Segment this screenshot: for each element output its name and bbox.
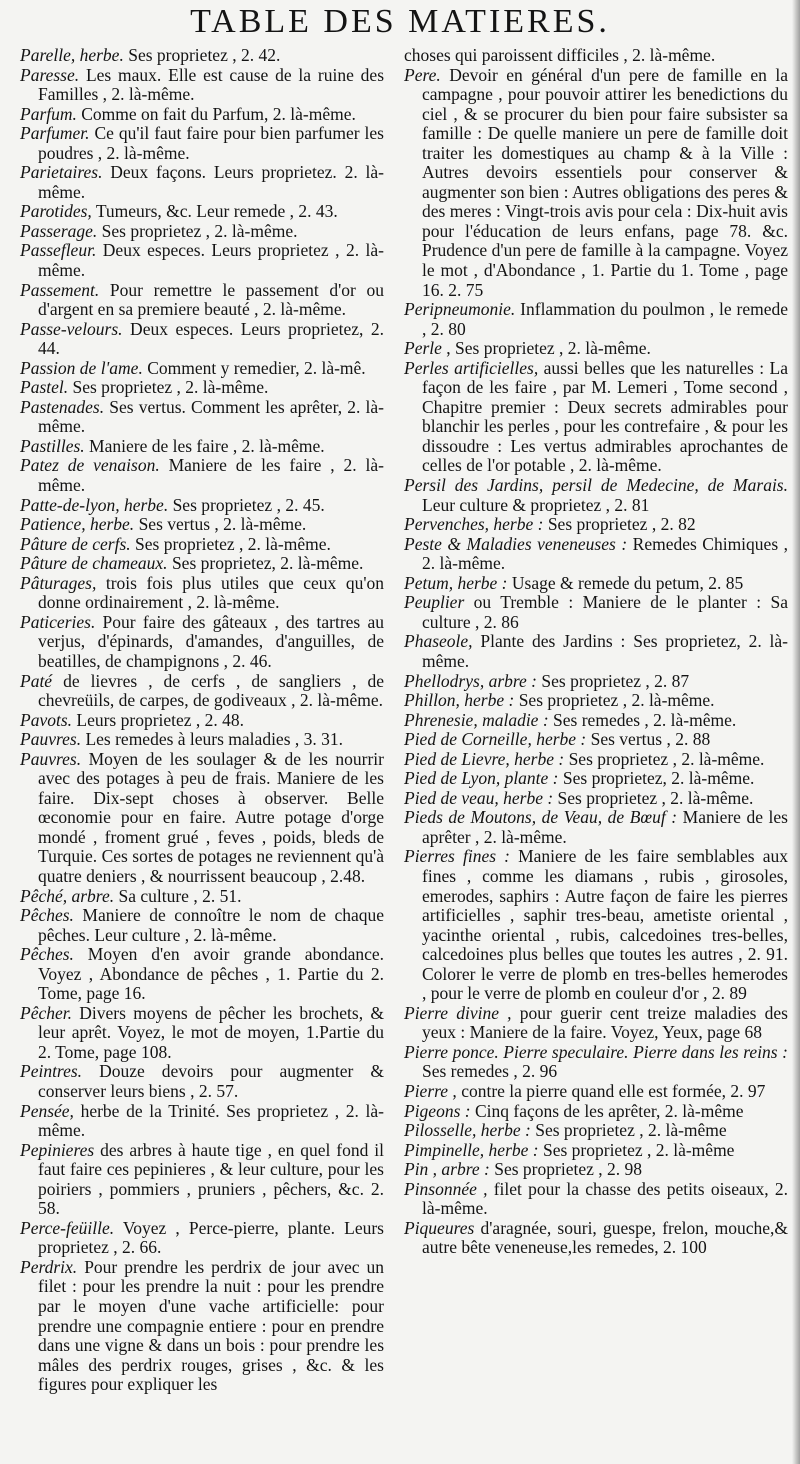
entry-term: Pâture de chameaux. [20, 553, 168, 574]
entry-text: Ce qu'il faut faire pour bien parfumer les poudres , 2. là-même. [38, 123, 384, 163]
entry-text: Deux especes. Leurs proprietez , 2. là-même. [38, 240, 384, 281]
entry-text: Ses proprietez , 2. là-même [538, 1139, 735, 1160]
index-entry [404, 1180, 788, 1219]
entry-term: Piqueures [404, 1217, 475, 1238]
entry-text: ou Tremble : Maniere de le planter : Sa culture , 2. 86 [422, 592, 788, 632]
entry-text: Voyez , Perce-pierre, plante. Leurs proprietez , 2. 66. [38, 1217, 384, 1258]
index-entry [20, 711, 384, 731]
entry-text: Inflammation du poulmon , le remede , 2. 80 [422, 299, 788, 339]
entry-text: aussi belles que les naturelles : La façon de les faire , par M. Lemeri , Tome second , Chapitre premier : Deux secrets admirables pour blanchir les perles , pour les contrefaire , & pour les dissoudre : Les vertus admirables aprochantes de celles de l'or potable , 2. là-même. [422, 357, 789, 476]
entry-text: Les remedes à leurs maladies , 3. 31. [81, 729, 344, 750]
entry-text: des arbres à haute tige , en quel fond il faut faire ces pepinieres , & leur culture, pour les poiriers , pommiers , pruniers , pêchers, &c. 2. 58. [38, 1139, 384, 1219]
entry-term: Pere. [404, 64, 441, 85]
index-entry [404, 1043, 788, 1082]
entry-text: Divers moyens de pêcher les brochets, & leur aprêt. Voyez, le mot de moyen, 1.Partie du 2. Tome, page 108. [38, 1002, 384, 1062]
entry-text: Moyen d'en avoir grande abondance. Voyez , Abondance de pêches , 1. Partie du 2. Tome, page 16. [38, 944, 384, 1004]
entry-term: Pied de Corneille, herbe : [404, 729, 587, 750]
index-entry [20, 672, 384, 711]
page-edge-shadow [792, 0, 800, 1464]
index-entry [404, 1160, 788, 1180]
entry-text: Maniere de les aprêter , 2. là-même. [422, 807, 788, 847]
entry-term: Phellodrys, arbre : [404, 670, 538, 691]
entry-term: Persil des Jardins, persil de Medecine, de Marais. [404, 475, 788, 496]
entry-term: Pâture de cerfs. [20, 533, 131, 554]
index-entry [20, 437, 384, 457]
entry-text: Devoir en général d'un pere de famille en la campagne , pour pouvoir attirer les benedictions du ciel , & se procurer du bien pour faire subsister sa famille : De quelle maniere un pere de famille doit traiter les domestiques au champ & à la Ville : Autres devoirs essentiels pour conserver & augmenter son bien : Autres obligations des peres & des meres : Vingt-trois avis pour cela : Dix-huit avis pour l'éducation de leurs enfans, page 78. &c. Prudence d'un pere de famille à la campagne. Voyez le mot , d'Abondance , 1. Partie du 1. Tome , page 16. 2. 75 [422, 64, 788, 300]
entry-term: Pierres fines : [404, 846, 510, 867]
index-entry [20, 398, 384, 437]
entry-term: Pigeons : [404, 1100, 471, 1121]
index-entry [20, 515, 384, 535]
entry-text: Ses proprietez , 2. là-même. [68, 377, 269, 398]
entry-text: Ses proprietez , 2. 42. [123, 45, 281, 65]
index-entry [20, 378, 384, 398]
entry-text: d'aragnée, souri, guespe, frelon, mouche,& autre bête veneneuse,les remedes, 2. 100 [422, 1217, 788, 1258]
entry-text: Deux especes. Leurs proprietez, 2. 44. [38, 318, 384, 359]
entry-text: Moyen de les soulager & de les nourrir avec des potages à peu de frais. Maniere de les faire. Dix-sept choses à observer. Belle œconomie pour en faire. Autre potage d'orge mondé , froment grué , feves , poids, bleds de Turquie. Ces sortes de potages ne reviennent qu'à quatre deniers , & nourrissent beaucoup , 2.48. [38, 748, 384, 886]
index-entry [404, 691, 788, 711]
index-entry [20, 1258, 384, 1395]
entry-text: Ses proprietez , 2. 82 [543, 514, 696, 535]
index-entry [20, 887, 384, 907]
index-entry [404, 1082, 788, 1102]
entry-text: Ses proprietez , 2. 45. [168, 494, 325, 515]
entry-term: Petum, herbe : [404, 572, 508, 593]
entry-term: Patience, herbe. [20, 514, 135, 535]
entry-term: Paresse. [20, 64, 80, 85]
entry-term: Pied de Lyon, plante : [404, 768, 559, 789]
entry-term: Peste & Maladies veneneuses : [404, 533, 628, 554]
index-entry [404, 593, 788, 632]
index-entry [20, 359, 384, 379]
entry-term: Pâturages, [20, 572, 97, 593]
index-entry [404, 300, 788, 339]
entry-text: Maniere de connoître le nom de chaque pêches. Leur culture , 2. là-même. [38, 905, 384, 945]
entry-text: , Ses proprietez , 2. là-même. [441, 338, 651, 359]
index-entry [404, 476, 788, 515]
entry-term: Pêché, arbre. [20, 885, 115, 906]
entry-text: Ses proprietez , 2. là-même. [514, 690, 715, 711]
entry-text: Leurs proprietez , 2. 48. [72, 709, 245, 730]
entry-text: Comment y remedier, 2. là-mê. [142, 357, 366, 378]
entry-text: Remedes Chimiques , 2. là-même. [422, 533, 788, 574]
entry-term: Pierre , [404, 1080, 457, 1101]
entry-term: Peuplier [404, 592, 465, 613]
entry-text: Ses proprietez, 2. là-même. [558, 768, 755, 789]
entry-term: Pastilles. [20, 435, 85, 456]
index-entry [20, 163, 384, 202]
index-entry [20, 222, 384, 242]
index-entry [20, 202, 384, 222]
index-entry [404, 1121, 788, 1141]
entry-term: Pierre ponce. Pierre speculaire. Pierre dans les reins : [404, 1041, 788, 1062]
entry-term: Pepinieres [20, 1139, 95, 1160]
entry-term: Parelle, herbe. [20, 45, 124, 65]
entry-term: Parotides, [20, 201, 92, 222]
entry-term: Parfumer. [20, 123, 90, 144]
entry-term: Parietaires. [20, 162, 103, 183]
entry-text: Les maux. Elle est cause de la ruine des Familles , 2. là-même. [38, 64, 384, 105]
entry-text: filet pour la chasse des petits oiseaux, 2. là-même. [422, 1178, 788, 1219]
entry-term: Passefleur. [20, 240, 97, 261]
entry-text: Ses remedes , 2. 96 [422, 1061, 558, 1082]
entry-term: Paticeries. [20, 611, 96, 632]
entry-term: Pastel. [20, 377, 69, 398]
entry-term: Pastenades. [20, 396, 105, 417]
entry-text: Ses proprietez , 2. là-même. [553, 787, 754, 808]
entry-text: choses qui paroissent difficiles , 2. là-même. [404, 45, 716, 65]
entry-term: Peripneumonie. [404, 299, 516, 320]
entry-text: Cinq façons de les aprêter, 2. là-même [470, 1100, 744, 1121]
entry-text: Comme on fait du Parfum, 2. là-même. [76, 103, 356, 124]
entry-term: Pimpinelle, herbe : [404, 1139, 539, 1160]
index-entry [404, 672, 788, 692]
index-entry [20, 281, 384, 320]
entry-text: Ses remedes , 2. là-même. [548, 709, 737, 730]
index-entry [404, 1219, 788, 1258]
entry-text: Ses proprietez , 2. 87 [537, 670, 690, 691]
entry-text: Pour faire des gâteaux , des tartres au verjus, d'épinards, d'amandes, d'anguilles, de beatilles, de champignons , 2. 46. [38, 611, 384, 671]
entry-term: Pied de Lievre, herbe : [404, 748, 565, 769]
index-entry [20, 906, 384, 945]
entry-term: Paté [20, 670, 53, 691]
entry-term: Perles artificielles, [404, 357, 539, 378]
entry-term: Pêches. [20, 944, 74, 965]
entry-text: Maniere de les faire , 2. là-même. [84, 435, 325, 456]
index-entry [404, 515, 788, 535]
index-entry [20, 574, 384, 613]
entry-term: Perdrix. [20, 1256, 78, 1277]
entry-term: Perle [404, 338, 442, 359]
index-entry [404, 711, 788, 731]
entry-text: de lievres , de cerfs , de sangliers , de chevreüils, de carpes, de godiveaux , 2. là-même. [38, 670, 384, 711]
entry-text: Ses proprietez, 2. là-même. [167, 553, 364, 574]
index-entry [20, 613, 384, 672]
entry-text: Maniere de les faire , 2. là-même. [38, 455, 384, 496]
page-title: TABLE DES MATIERES. [190, 3, 610, 40]
entry-text: Plante des Jardins : Ses proprietez, 2. là-même. [422, 631, 788, 671]
entry-term: Parfum. [20, 103, 77, 124]
entry-text: Pour prendre les perdrix de jour avec un filet : pour les prendre la nuit : pour les prendre par le moyen d'une vache artificielle: pour prendre une compagnie entiere : pour en prendre dans une vigne & dans un bois : pour prendre les mâles des perdrix rouges, grises , &c. & les figures pour expliquer les [38, 1256, 384, 1395]
entry-term: Peintres. [20, 1061, 83, 1082]
entry-text: Ses proprietez , 2. là-même. [564, 748, 765, 769]
entry-term: Pêches. [20, 905, 74, 926]
index-entry [20, 750, 384, 887]
entry-term: Perce-feüille. [20, 1217, 115, 1238]
entry-term: Phillon, herbe : [404, 690, 515, 711]
entry-term: Pierre divine , [404, 1002, 512, 1023]
index-entry [20, 105, 384, 125]
index-entry [404, 847, 788, 1003]
entry-text: contre la pierre quand elle est formée, 2. 97 [456, 1080, 766, 1101]
entry-term: Pauvres. [20, 729, 82, 750]
index-entry [20, 46, 384, 66]
index-entry [404, 808, 788, 847]
index-entry [20, 1219, 384, 1258]
index-entry [404, 730, 788, 750]
entry-term: Passion de l'ame. [20, 357, 143, 378]
index-entry [404, 46, 788, 66]
entry-text: Ses proprietez , 2. là-même. [97, 220, 298, 241]
entry-text: pour guerir cent treize maladies des yeux : Maniere de la faire. Voyez, Yeux, page 68 [422, 1002, 788, 1043]
entry-text: Sa culture , 2. 51. [114, 885, 242, 906]
entry-term: Pin , arbre : [404, 1159, 490, 1180]
entry-term: Passerage. [20, 220, 98, 241]
entry-term: Pervenches, herbe : [404, 514, 544, 535]
entry-term: Pensée, [20, 1100, 74, 1121]
entry-term: Pêcher. [20, 1002, 72, 1023]
entry-text: Pour remettre le passement d'or ou d'argent en sa premiere beauté , 2. là-même. [38, 279, 384, 320]
index-entry [20, 124, 384, 163]
entry-term: Pauvres. [20, 748, 82, 769]
index-entry [404, 574, 788, 594]
entry-term: Pinsonnée , [404, 1178, 488, 1199]
index-entry [404, 66, 788, 301]
entry-text: Ses vertus. Comment les aprêter, 2. là-même. [38, 396, 384, 437]
index-entry [20, 496, 384, 516]
index-entry [20, 66, 384, 105]
entry-text: Ses vertus , 2. 88 [586, 729, 711, 750]
entry-term: Pavots. [20, 709, 73, 730]
entry-term: Pieds de Moutons, de Veau, de Bœuf : [404, 807, 678, 828]
entry-text: trois fois plus utiles que ceux qu'on donne ordinairement , 2. là-même. [38, 572, 384, 613]
index-entry [404, 339, 788, 359]
index-entry [20, 456, 384, 495]
index-entry [20, 241, 384, 280]
entry-text: Deux façons. Leurs proprietez. 2. là-même. [38, 162, 384, 202]
index-entry [404, 1102, 788, 1122]
index-entry [404, 359, 788, 476]
entry-text: Leur culture & proprietez , 2. 81 [422, 494, 650, 515]
index-entry [404, 535, 788, 574]
entry-text: Usage & remede du petum, 2. 85 [507, 572, 744, 593]
entry-text: Tumeurs, &c. Leur remede , 2. 43. [91, 201, 338, 222]
entry-term: Patez de venaison. [20, 455, 160, 476]
right-column [404, 46, 788, 1258]
entry-text: Douze devoirs pour augmenter & conserver leurs biens , 2. 57. [38, 1061, 384, 1101]
entry-text: Maniere de les faire semblables aux fines , comme les diamans , rubis , girosoles, emerodes, saphirs : Autre façon de faire les pierres artificielles , saphir tres-beau, ametiste oriental , yacinthe oriental , rubis, calcedoines tres-belles, calcedoines plus belles que toutes les autres , 2. 91. Colorer le verre de plomb en tres-belles hemerodes , pour le verre de plomb en couleur d'or , 2. 89 [422, 846, 789, 1004]
index-entry [404, 750, 788, 770]
entry-term: Phaseole, [404, 631, 473, 652]
index-entry [20, 1062, 384, 1101]
entry-text: herbe de la Trinité. Ses proprietez , 2. là-même. [38, 1100, 384, 1141]
entry-text: Ses proprietez , 2. là-même. [130, 533, 331, 554]
index-entry [404, 632, 788, 671]
entry-term: Pilosselle, herbe : [404, 1120, 531, 1141]
index-entry [404, 789, 788, 809]
entry-term: Pied de veau, herbe : [404, 787, 554, 808]
index-entry [20, 945, 384, 1004]
entry-text: Ses proprietez , 2. 98 [489, 1159, 642, 1180]
index-entry [20, 535, 384, 555]
index-entry [20, 554, 384, 574]
index-entry [404, 1141, 788, 1161]
index-entry [20, 1004, 384, 1063]
index-entry [20, 320, 384, 359]
index-entry [20, 1102, 384, 1141]
index-entry [404, 1004, 788, 1043]
entry-term: Patte-de-lyon, herbe. [20, 494, 169, 515]
entry-text: Ses vertus , 2. là-même. [134, 514, 307, 535]
entry-term: Phrenesie, maladie : [404, 709, 549, 730]
index-entry [404, 769, 788, 789]
entry-term: Passe-velours. [20, 318, 123, 339]
index-entry [20, 1141, 384, 1219]
entry-term: Passement. [20, 279, 100, 300]
index-entry [20, 730, 384, 750]
entry-text: Ses proprietez , 2. là-même [530, 1120, 727, 1141]
left-column [20, 46, 384, 1395]
